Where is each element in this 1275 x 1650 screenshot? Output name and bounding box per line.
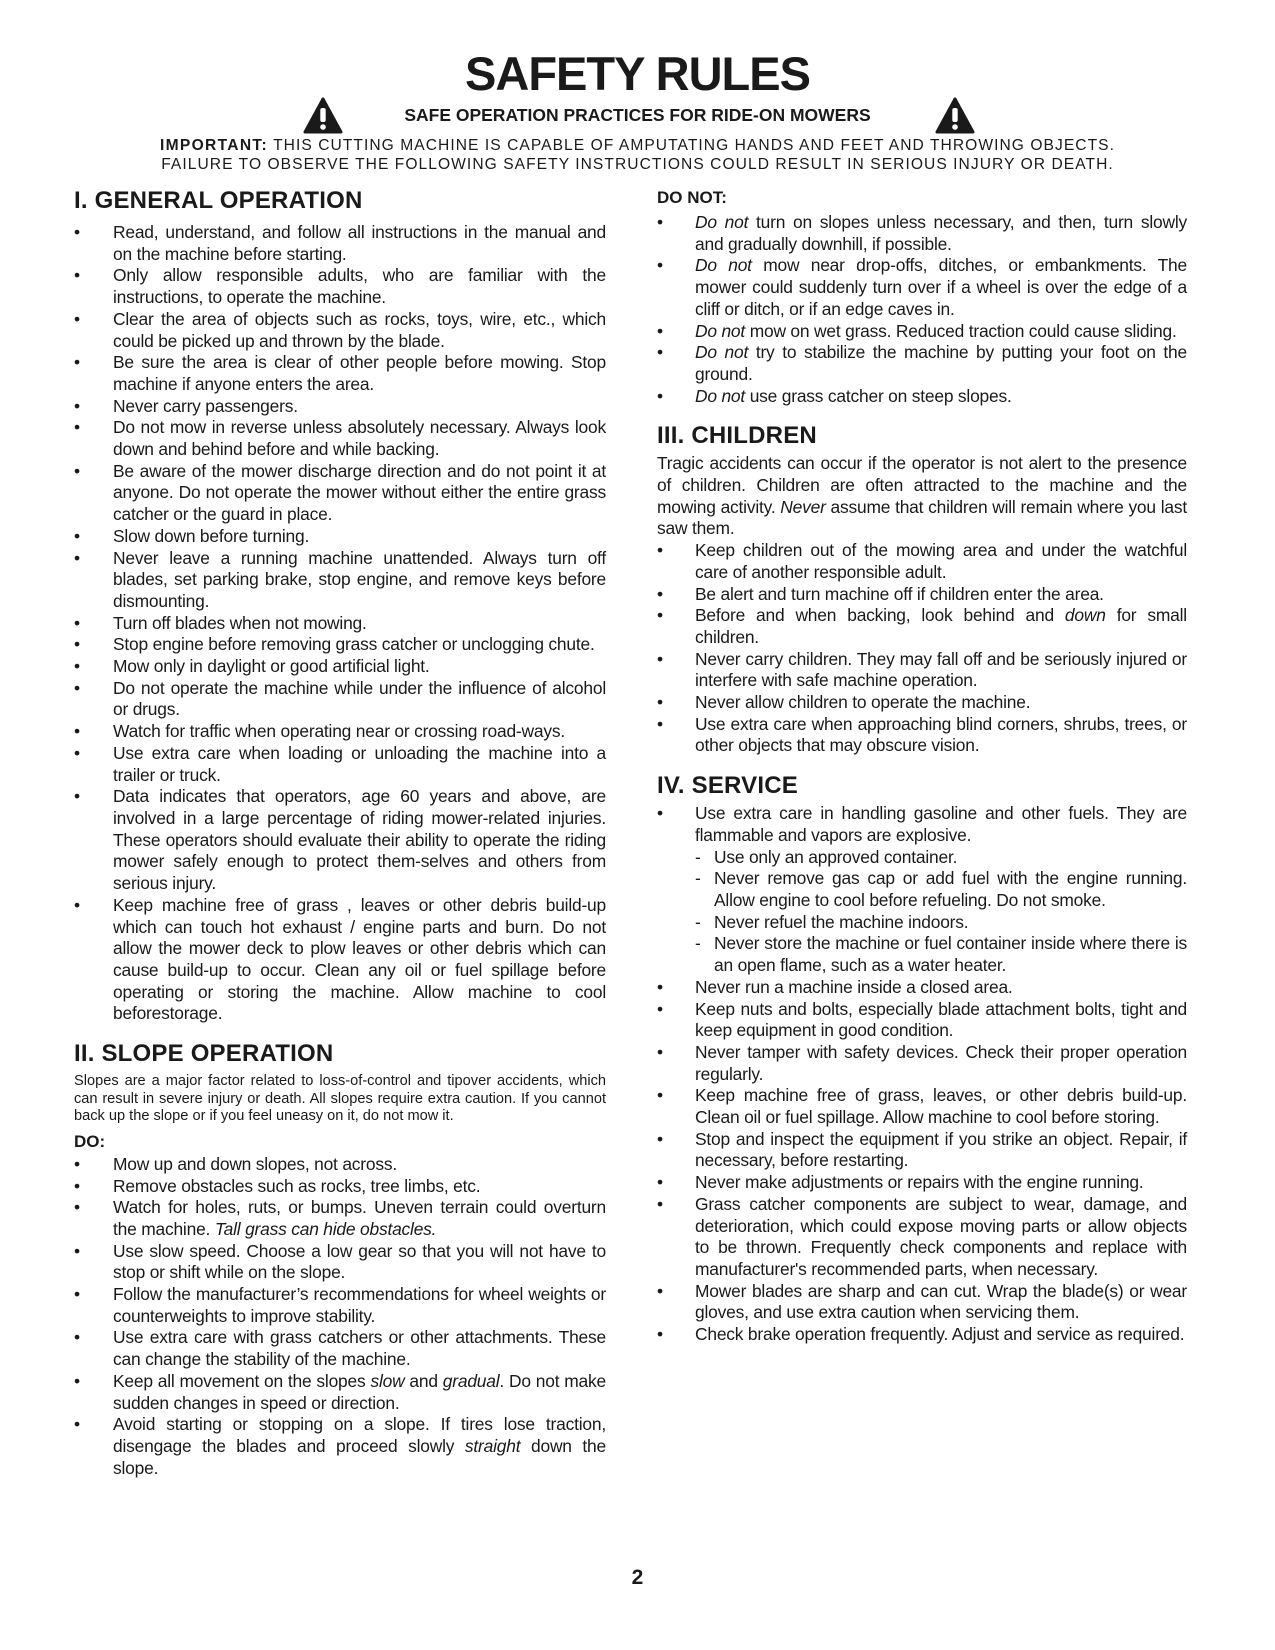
important-label: IMPORTANT: — [159, 137, 268, 154]
list-item: • Grass catcher components are subject to wear, damage, and deterioration, which could expose moving parts or allow objects to be thrown. Frequently check components and replace with manufacturer's recommended parts, when necessary. — [657, 1194, 1187, 1281]
list-item: • Do not mow in reverse unless absolutely necessary. Always look down and behind before and while backing. — [74, 417, 606, 460]
slope-intro: Slopes are a major factor related to loss-of-control and tipover accidents, which can result in severe injury or death. All slopes require extra caution. If you cannot back up the slope or if you feel uneasy on it, do not mow it. — [74, 1073, 606, 1125]
list-item: • Do not operate the machine while under the influence of alcohol or drugs. — [74, 678, 606, 721]
do-not-text: try to stabilize the machine by putting your foot on the ground. — [695, 342, 1187, 384]
avoid-rest: down the slope. — [113, 1435, 606, 1478]
subtitle-row — [0, 97, 1275, 137]
list-item: • Remove obstacles such as rocks, tree limbs, etc. — [74, 1176, 606, 1198]
list-item: • Mow only in daylight or good artificial light. — [74, 656, 606, 678]
do-not-italic: Do not — [695, 385, 746, 406]
list-item — [657, 212, 1187, 255]
keep-slow: slow — [370, 1370, 405, 1391]
list-item: • Keep machine free of grass, leaves, or other debris build-up. Clean oil or fuel spillage. Allow machine to cool before storing. — [657, 1085, 1187, 1128]
list-item: • Never carry passengers. — [74, 396, 606, 418]
list-item: • Only allow responsible adults, who are familiar with the instructions, to operate the machine. — [74, 265, 606, 308]
backing-text: Before and when backing, look behind and — [695, 605, 1054, 626]
do-not-italic: Do not — [695, 320, 746, 341]
sub-list-item: - Use only an approved container. — [695, 847, 1187, 869]
list-item: • Keep children out of the mowing area and under the watchful care of another responsible adult. — [657, 540, 1187, 583]
list-item: • Clear the area of objects such as rocks, toys, wire, etc., which could be picked up and thrown by the blade. — [74, 309, 606, 352]
slope-operation-heading: II. SLOPE OPERATION — [74, 1040, 334, 1068]
list-item: • Read, understand, and follow all instructions in the manual and on the machine before starting. — [74, 222, 606, 265]
list-item: • Turn off blades when not mowing. — [74, 613, 606, 635]
do-not-list — [657, 212, 1187, 407]
important-line-1: THIS CUTTING MACHINE IS CAPABLE OF AMPUTATING HANDS AND FEET AND THROWING OBJECTS. — [273, 137, 1115, 154]
list-item — [74, 1371, 606, 1414]
list-item: • Data indicates that operators, age 60 years and above, are involved in a large percentage of riding mower-related injuries. These operators should evaluate their ability to operate the riding mower safely enough to protect them-selves and others from serious injury. — [74, 786, 606, 895]
list-item — [657, 321, 1187, 343]
list-item: • Keep nuts and bolts, especially blade attachment bolts, tight and keep equipment in good condition. — [657, 999, 1187, 1042]
do-not-italic: Do not — [695, 212, 749, 232]
keep-gradual: gradual — [442, 1370, 500, 1391]
do-label: DO: — [74, 1131, 106, 1151]
list-item: • Use extra care with grass catchers or other attachments. These can change the stability of the machine. — [74, 1327, 606, 1370]
list-item — [657, 386, 1187, 408]
sub-list-item: - Never store the machine or fuel container inside where there is an open flame, such as a water heater. — [695, 933, 1187, 976]
do-not-label: DO NOT: — [657, 188, 727, 207]
backing-italic: down — [1064, 605, 1106, 626]
service-list — [657, 803, 1187, 1346]
page-subtitle: SAFE OPERATION PRACTICES FOR RIDE-ON MOWERS — [404, 105, 871, 125]
sub-list-item: - Never remove gas cap or add fuel with the engine running. Allow engine to cool before refueling. Do not smoke. — [695, 868, 1187, 911]
list-item: • Keep machine free of grass , leaves or other debris build-up which can touch hot exhaust / engine parts and burn. Do not allow the mower deck to plow leaves or other debris which can cause build-up to occur. Clean any oil or fuel spillage before operating or storing the machine. Allow machine to cool beforestorage. — [74, 895, 606, 1025]
list-item: • Be aware of the mower discharge direction and do not point it at anyone. Do not operate the mower without either the entire grass catcher or the guard in place. — [74, 461, 606, 526]
list-item: • Never carry children. They may fall off and be seriously injured or interfere with safe machine operation. — [657, 649, 1187, 692]
list-item: • Watch for traffic when operating near or crossing road-ways. — [74, 721, 606, 743]
children-intro — [657, 453, 1187, 540]
page-title: SAFETY RULES — [465, 47, 810, 100]
list-item: • Never allow children to operate the machine. — [657, 692, 1187, 714]
holes-text: Watch for holes, ruts, or bumps. Uneven terrain could overturn the machine. — [113, 1197, 606, 1239]
sub-list-item: - Never refuel the machine indoors. — [695, 912, 1187, 934]
important-line-2: FAILURE TO OBSERVE THE FOLLOWING SAFETY INSTRUCTIONS COULD RESULT IN SERIOUS INJURY OR DEATH. — [161, 156, 1114, 173]
do-list — [74, 1154, 606, 1480]
right-column — [657, 186, 1187, 1346]
list-item — [74, 1197, 606, 1240]
list-item: • Never leave a running machine unattended. Always turn off blades, set parking brake, stop engine, and remove keys before dismounting. — [74, 548, 606, 613]
list-item: • Mower blades are sharp and can cut. Wrap the blade(s) or wear gloves, and use extra caution when servicing them. — [657, 1281, 1187, 1324]
children-intro-italic: Never — [780, 496, 826, 517]
children-list — [657, 540, 1187, 757]
general-operation-heading: I. GENERAL OPERATION — [74, 187, 363, 214]
list-item: • Slow down before turning. — [74, 526, 606, 548]
list-item — [74, 1414, 606, 1479]
list-item: • Never tamper with safety devices. Check their proper operation regularly. — [657, 1042, 1187, 1085]
list-item: • Use slow speed. Choose a low gear so that you will not have to stop or shift while on the slope. — [74, 1241, 606, 1284]
backing-rest: for small children. — [695, 605, 1187, 647]
avoid-text: Avoid starting or stopping on a slope. If tires lose traction, disengage the blades and proceed slowly — [113, 1414, 606, 1456]
warning-triangle-icon — [935, 97, 975, 135]
do-not-text: use grass catcher on steep slopes. — [749, 385, 1012, 406]
general-operation-list — [74, 222, 606, 1025]
list-item: • Be sure the area is clear of other people before mowing. Stop machine if anyone enters the area. — [74, 352, 606, 395]
list-item — [657, 255, 1187, 320]
list-item — [657, 605, 1187, 648]
list-item: • Be alert and turn machine off if children enter the area. — [657, 584, 1187, 606]
do-not-italic: Do not — [695, 255, 752, 276]
list-item: • Check brake operation frequently. Adjust and service as required. — [657, 1324, 1187, 1346]
do-not-italic: Do not — [695, 342, 749, 363]
children-heading: III. CHILDREN — [657, 422, 817, 450]
list-item: • Use extra care when approaching blind corners, shrubs, trees, or other objects that may obscure vision. — [657, 714, 1187, 757]
holes-italic: Tall grass can hide obstacles. — [214, 1218, 437, 1239]
important-warning — [60, 136, 1215, 174]
left-column — [74, 186, 606, 1479]
children-intro-text: Tragic accidents can occur if the operator is not alert to the presence of children. Children are often attracted to the machine and the mowing activity. — [657, 453, 1187, 517]
fuel-intro: Use extra care in handling gasoline and other fuels. They are flammable and vapors are explosive. — [695, 803, 1187, 845]
list-item: • Mow up and down slopes, not across. — [74, 1154, 606, 1176]
list-item: • Never make adjustments or repairs with the engine running. — [657, 1172, 1187, 1194]
do-not-text: mow near drop-offs, ditches, or embankments. The mower could suddenly turn over if a wheel is over the edge of a cliff or ditch, or if an edge caves in. — [695, 255, 1187, 319]
list-item: • Use extra care when loading or unloading the machine into a trailer or truck. — [74, 743, 606, 786]
do-not-text: turn on slopes unless necessary, and then, turn slowly and gradually downhill, if possible. — [695, 212, 1187, 254]
list-item — [657, 342, 1187, 385]
keep-rest: . Do not make sudden changes in speed or direction. — [113, 1370, 606, 1413]
keep-and: and — [409, 1370, 438, 1391]
children-intro-rest: assume that children will remain where you last saw them. — [657, 496, 1187, 539]
list-item: • Stop engine before removing grass catcher or unclogging chute. — [74, 634, 606, 656]
list-item: • Never run a machine inside a closed area. — [657, 977, 1187, 999]
avoid-italic: straight — [464, 1435, 521, 1456]
page-number: 2 — [631, 1566, 644, 1589]
do-not-text: mow on wet grass. Reduced traction could cause sliding. — [749, 320, 1177, 341]
keep-text: Keep all movement on the slopes — [113, 1370, 366, 1391]
list-item — [657, 803, 1187, 977]
service-heading: IV. SERVICE — [657, 772, 798, 800]
list-item: • Stop and inspect the equipment if you strike an object. Repair, if necessary, before restarting. — [657, 1129, 1187, 1172]
list-item: • Follow the manufacturer’s recommendations for wheel weights or counterweights to improve stability. — [74, 1284, 606, 1327]
fuel-sub-list — [695, 847, 1187, 977]
